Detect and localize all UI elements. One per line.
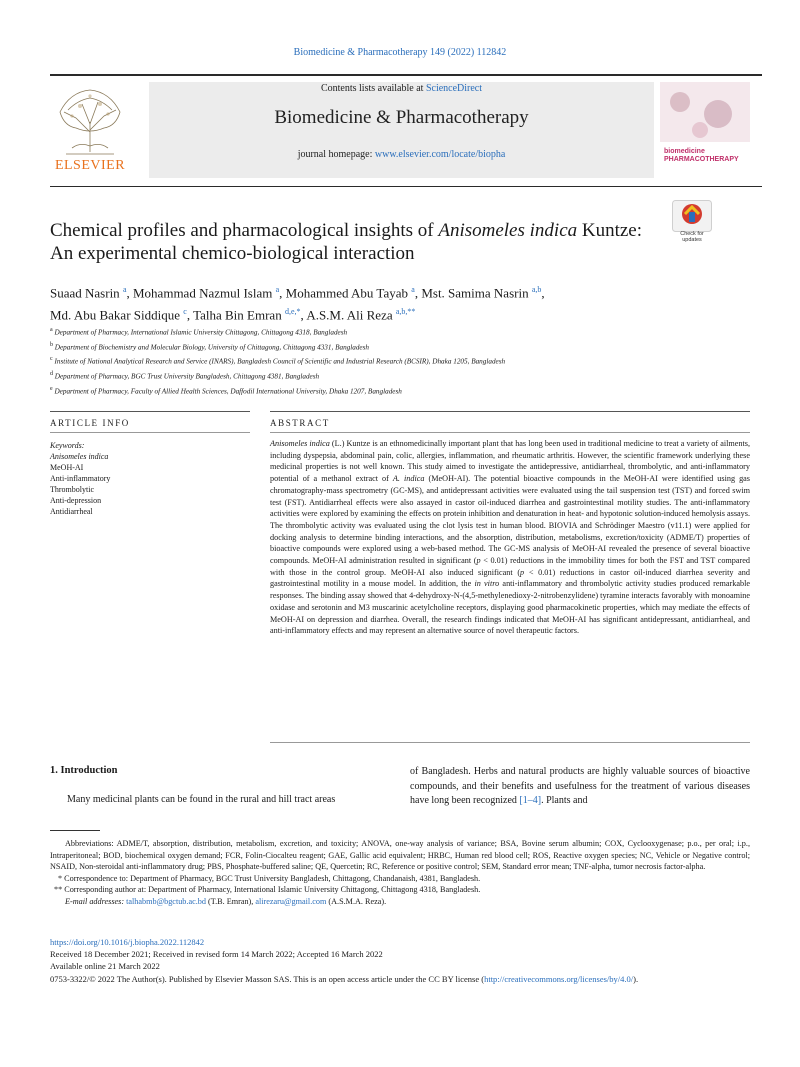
affiliation: $^e$ Department of Pharmacy, Faculty of Allied Health Sciences, Daffodil International University, Dhaka 1207, Bangladesh xyxy=(50,385,402,396)
doi-link[interactable]: https://doi.org/10.1016/j.biopha.2022.112842 xyxy=(50,937,205,947)
homepage-line: journal homepage: www.elsevier.com/locate/biopha xyxy=(297,149,506,160)
received-dates: Received 18 December 2021; Received in revised form 14 March 2022; Accepted 16 March 2022 xyxy=(50,949,383,960)
correspondence-footnote: * Correspondence to: Department of Pharmacy, BGC Trust University Bangladesh, Chittagong, Chandanaish, 4381, Bangladesh. xyxy=(58,873,481,883)
author-affiliation-mark[interactable]: a,b,** xyxy=(395,307,416,317)
divider xyxy=(50,432,250,433)
abstract-text: Anisomeles indica (L.) Kuntze is an ethnomedicinally important plant that has long been used in traditional medicine to treat a variety of ailments, including dyspepsia, abdominal pain, colic, allergies, inflammation, and rheumatic arthritis. However, the scientific framework underlying these medicinal properties is not well known. This study aimed to investigate the antidepressive, antidiarrheal, thrombolytic, and anti-inflammatory potential of a methanol extract of A. indica (MeOH-AI). The potential bioactive compounds in the MeOH-AI were identified using gas chromatography-mass spectrometry (GC-MS), and antidepressant activities were evaluated using the tail suspension test (TST) and forced swim test (FST). Antidiarrheal effects were also assayed in castor oil-induced diarrhea and gastrointestinal motility studies. The anti-inflammatory activities were explored by examining the effects on protein inhibition and denaturation in heat- and hypotonic solution-induced hemolysis assays. The thrombolytic activity was evaluated using the clot lysis test in human blood. BIOVIA and Schrödinger Maestro (v11.1) were applied for docking analysis to determine binding interactions, and the absorption, distribution, metabolisms, excretion/toxicity (ADME/T) properties of bioactive compounds were explored using a web-based method. The GC-MS analysis of MeOH-AI revealed the presence of several bioactive compounds. MeOH-AI administration resulted in significant (p < 0.01) reductions in the immobility times for both the FST and TST compared with those in the control group. MeOH-AI also induced significant (p < 0.01) reductions in castor oil-induced diarrhea severity and gastrointestinal motility in a mouse model. In addition, the in vitro anti-inflammatory and thrombolytic activity studies produced remarkable responses. The binding assay showed that 4-dehydroxy-N-(4,5-methylenedioxy-2-nitrobenzylidene) tyramine interacts favorably with monoamine oxidase and serotonin and M3 muscarinic acetylcholine receptors, displaying good pharmacokinetic properties, which may mediate the effects of MeOH-AI on depression and diarrhea. Overall, the research findings indicated that MeOH-AI has significant antidepressant, antidiarrheal, and anti-inflammatory effects and may represent an alternative source of novel therapeutic factors. xyxy=(270,439,750,636)
email-link[interactable]: alirezaru@gmail.com xyxy=(255,896,327,906)
license-statement: 0753-3322/© 2022 The Author(s). Published by Elsevier Masson SAS. This is an open access article under the CC BY license (http://creativecommons.org/licenses/by/4.0/). xyxy=(50,973,639,984)
divider xyxy=(270,432,750,433)
abstract-heading: ABSTRACT xyxy=(270,418,330,428)
article-info-heading: ARTICLE INFO xyxy=(50,418,130,428)
author: Mohammad Nazmul Islam xyxy=(133,285,273,301)
divider xyxy=(270,411,750,412)
contents-line: Contents lists available at ScienceDirect xyxy=(320,83,483,94)
author-affiliation-mark[interactable]: a xyxy=(411,285,415,294)
crossmark-icon xyxy=(672,200,712,232)
author: Mohammed Abu Tayab xyxy=(285,285,409,301)
journal-banner xyxy=(149,82,654,178)
footnote-divider xyxy=(50,830,100,831)
affiliation: $^c$ Institute of National Analytical Research and Service (INARS), Bangladesh Council of Scientific and Industrial Research (BCSIR), Dhaka 1205, Bangladesh xyxy=(50,356,506,366)
author: Md. Abu Bakar Siddique xyxy=(50,307,180,323)
journal-cover[interactable] xyxy=(660,82,750,178)
keyword: Anisomeles indica xyxy=(50,452,109,461)
keywords xyxy=(50,440,250,517)
check-for-updates-badge[interactable] xyxy=(672,200,712,243)
cover-title: biomedicine PHARMACOTHERAPY xyxy=(664,148,739,163)
divider xyxy=(270,742,750,743)
keyword: Thrombolytic xyxy=(50,485,94,494)
crossmark-label: Check for updates xyxy=(680,231,704,243)
journal-reference[interactable]: Biomedicine & Pharmacotherapy 149 (2022) 112842 xyxy=(293,47,507,58)
abbreviations-footnote: Abbreviations: ADME/T, absorption, distribution, metabolism, excretion, and toxicity; ANOVA, one-way analysis of variance; BSA, Bovine serum albumin; COX, Cyclooxygenase; p.o., per oral; i.p., Intraperitoneal; BOD, biochemical oxygen demand; FCR, Folin-Ciocalteu reagent; GAE, Gallic acid equivalent; HRBC, Human red blood cell; ROS, Reactive oxygen species; NC, Vehicle or Negative control; NSAID, Non-steroidal anti-inflammatory drug; PBS, Phosphate-buffered saline; QE, Quercetin; RC, Reference or positive control; SEM, Standard error mean; TNF-alpha, tumor necrosis factor-alpha. xyxy=(50,839,750,872)
author-affiliation-mark[interactable]: a xyxy=(122,285,127,294)
divider xyxy=(50,411,250,412)
citation-link[interactable]: [1–4] xyxy=(519,795,542,806)
author: Mst. Samima Nasrin xyxy=(421,285,529,301)
available-online: Available online 21 March 2022 xyxy=(50,961,160,972)
journal-title: Biomedicine & Pharmacotherapy xyxy=(274,107,529,128)
publisher-name: ELSEVIER xyxy=(54,158,126,173)
author-affiliation-mark[interactable]: a xyxy=(275,285,280,294)
license-link[interactable]: http://creativecommons.org/licenses/by/4.0/ xyxy=(484,973,634,984)
keyword: MeOH-AI xyxy=(50,463,84,472)
affiliation-list xyxy=(50,324,750,397)
introduction-text-right: of Bangladesh. Herbs and natural products are highly valuable sources of bioactive compounds, and their benefits and usefulness for the treatment of various diseases have long been recognized [1–4]. Plants and xyxy=(410,766,750,806)
email-link[interactable]: talhabmb@bgctub.ac.bd xyxy=(126,896,206,906)
author: A.S.M. Ali Reza xyxy=(306,307,393,323)
keyword: Anti-depression xyxy=(50,496,102,505)
introduction-text-left: Many medicinal plants can be found in the rural and hill tract areas xyxy=(67,794,336,805)
keywords-label: Keywords: xyxy=(50,441,85,450)
author-affiliation-mark[interactable]: d,e,* xyxy=(284,307,301,317)
homepage-link[interactable]: www.elsevier.com/locate/biopha xyxy=(374,149,506,160)
introduction-heading: 1. Introduction xyxy=(50,765,118,776)
affiliation: $^b$ Department of Biochemistry and Molecular Biology, University of Chittagong, Chittagong 4331, Bangladesh xyxy=(50,341,370,352)
author: Talha Bin Emran xyxy=(193,307,282,323)
elsevier-logo[interactable] xyxy=(50,82,130,178)
keyword: Antidiarrheal xyxy=(50,507,93,516)
author-list: Suaad Nasrin $^a$, Mohammad Nazmul Islam $^a$, Mohammed Abu Tayab $^a$, Mst. Samima Nasrin $^{a,b}$, Md. Abu Bakar Siddique $^c$, Talha Bin Emran $^{d,e,*}$, A.S.M. Ali Reza $^{a,b,**}$ xyxy=(50,285,545,323)
publication-info xyxy=(50,936,750,985)
email-footnote: E-mail addresses: talhabmb@bgctub.ac.bd (T.B. Emran), alirezaru@gmail.com (A.S.M.A. Reza). xyxy=(65,896,387,906)
affiliation: $^d$ Department of Pharmacy, BGC Trust University Bangladesh, Chittagong 4381, Bangladesh xyxy=(50,371,320,381)
article-title: Chemical profiles and pharmacological insights of Anisomeles indica Kuntze: An experimental chemico-biological interaction xyxy=(50,220,643,264)
keyword: Anti-inflammatory xyxy=(50,474,111,483)
affiliation: $^a$ Department of Pharmacy, International Islamic University Chittagong, Chittagong 4318, Bangladesh xyxy=(50,327,348,337)
sciencedirect-link[interactable]: ScienceDirect xyxy=(425,83,483,94)
author-affiliation-mark[interactable]: a,b xyxy=(531,285,542,294)
corresponding-author-footnote: ** Corresponding author at: Department of Pharmacy, International Islamic University Chittagong, Chittagong 4318, Bangladesh. xyxy=(54,885,481,895)
author-affiliation-mark[interactable]: c xyxy=(183,307,187,317)
author: Suaad Nasrin xyxy=(50,285,120,301)
footnotes xyxy=(50,838,750,908)
